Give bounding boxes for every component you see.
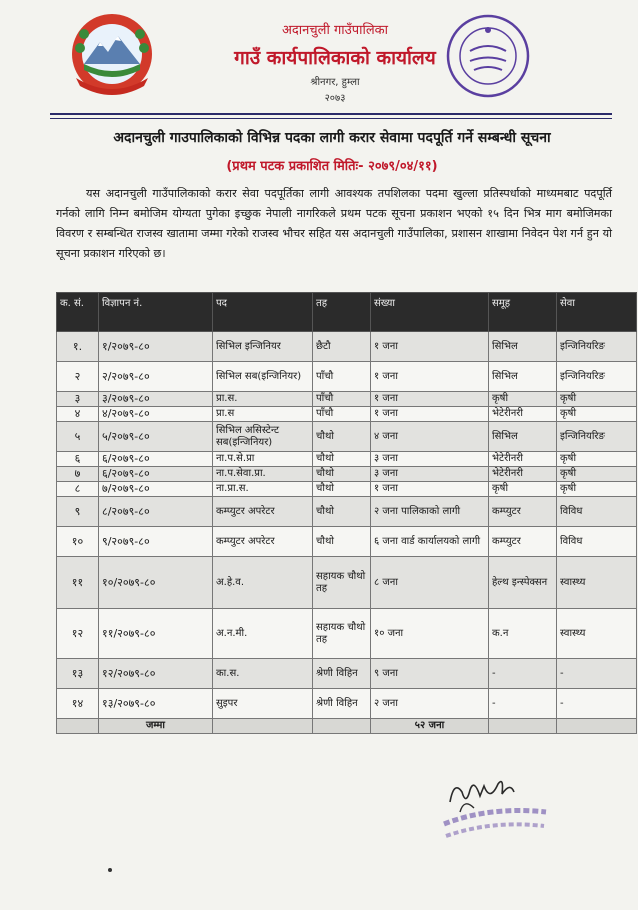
speck (108, 868, 112, 872)
office-year: २०७३ (324, 93, 346, 104)
cell-count: १ जना (371, 332, 489, 362)
table-row (57, 659, 637, 689)
cell-sn: १० (57, 527, 99, 557)
cell-group: - (489, 689, 557, 719)
cell-ad: ४/२०७९-८० (99, 407, 213, 422)
cell-level: श्रेणी विहिन (313, 659, 371, 689)
cell-sn: १४ (57, 689, 99, 719)
col-header-sn: क. सं. (57, 293, 99, 332)
cell-post: प्रा.स (213, 407, 313, 422)
col-header-ad-no: विज्ञापन नं. (99, 293, 213, 332)
cell-sn: ७ (57, 467, 99, 482)
cell-ad: ७/२०७९-८० (99, 482, 213, 497)
cell-level: पाँचौ (313, 392, 371, 407)
nepal-emblem-icon (62, 8, 162, 100)
cell-ad: ८/२०७९-८० (99, 497, 213, 527)
cell-count: ६ जना वार्ड कार्यालयको लागी (371, 527, 489, 557)
cell-sn: ३ (57, 392, 99, 407)
cell-service: स्वास्थ्य (557, 557, 637, 609)
cell-level: चौथो (313, 422, 371, 452)
table-row (57, 482, 637, 497)
cell-post: सिभिल सब(इन्जिनियर) (213, 362, 313, 392)
cell-level: चौथो (313, 467, 371, 482)
table-row (57, 609, 637, 659)
table-header-row (57, 293, 637, 332)
cell-sn: ६ (57, 452, 99, 467)
cell-count: २ जना (371, 689, 489, 719)
cell-level: छैटौ (313, 332, 371, 362)
cell-sn: ८ (57, 482, 99, 497)
office-title: गाउँ कार्यपालिकाको कार्यालय (234, 47, 436, 69)
cell-count: २ जना पालिकाको लागी (371, 497, 489, 527)
cell-level: सहायक चौथो तह (313, 609, 371, 659)
table-row (57, 557, 637, 609)
total-count: ५२ जना (371, 719, 489, 734)
cell-group: हेल्थ इन्स्पेक्सन (489, 557, 557, 609)
cell-service: इन्जिनियरिङ (557, 332, 637, 362)
notice-heading: अदानचुली गाउपालिकाको विभिन्न पदका लागी करार सेवामा पदपूर्ति गर्ने सम्बन्धी सूचना (113, 130, 551, 146)
cell-ad: २/२०७९-८० (99, 362, 213, 392)
total-blank (213, 719, 313, 734)
cell-level: सहायक चौथो तह (313, 557, 371, 609)
table-row (57, 452, 637, 467)
col-header-post: पद (213, 293, 313, 332)
cell-post: ना.प.सेवा.प्रा. (213, 467, 313, 482)
cell-sn: २ (57, 362, 99, 392)
cell-ad: ९/२०७९-८० (99, 527, 213, 557)
cell-count: १ जना (371, 407, 489, 422)
cell-service: इन्जिनियरिङ (557, 362, 637, 392)
table-row (57, 527, 637, 557)
publish-date: (प्रथम पटक प्रकाशित मितिः- २०७९/०४/११) (226, 159, 438, 174)
cell-count: ४ जना (371, 422, 489, 452)
cell-sn: १३ (57, 659, 99, 689)
cell-service: - (557, 659, 637, 689)
cell-sn: ९ (57, 497, 99, 527)
cell-post: कम्प्युटर अपरेटर (213, 527, 313, 557)
header-rule-thin (50, 118, 612, 119)
cell-post: सुइपर (213, 689, 313, 719)
total-label: जम्मा (99, 719, 213, 734)
cell-count: १० जना (371, 609, 489, 659)
cell-ad: ५/२०७९-८० (99, 422, 213, 452)
cell-post: का.स. (213, 659, 313, 689)
cell-post: अ.न.मी. (213, 609, 313, 659)
cell-count: ३ जना (371, 452, 489, 467)
cell-service: - (557, 689, 637, 719)
cell-group: भेटेरीनरी (489, 452, 557, 467)
cell-group: भेटेरीनरी (489, 407, 557, 422)
cell-count: १ जना (371, 482, 489, 497)
cell-service: इन्जिनियरिङ (557, 422, 637, 452)
cell-service: कृषी (557, 482, 637, 497)
cell-sn: ४ (57, 407, 99, 422)
table-row (57, 467, 637, 482)
cell-sn: ११ (57, 557, 99, 609)
cell-level: पाँचौ (313, 362, 371, 392)
cell-level: चौथो (313, 527, 371, 557)
cell-group: कृषी (489, 482, 557, 497)
col-header-group: समूह (489, 293, 557, 332)
table-row (57, 362, 637, 392)
cell-group: सिभिल (489, 332, 557, 362)
cell-service: कृषी (557, 392, 637, 407)
cell-post: सिभिल असिस्टेन्ट सब(इन्जिनियर) (213, 422, 313, 452)
table-row (57, 497, 637, 527)
notice-body: यस अदानचुली गाउँपालिकाको करार सेवा पदपूर्तिका लागी आवश्यक तपशिलका पदमा खुल्ला प्रतिस्पर्धाको माध्यमबाट पदपूर्ति गर्नको लागि निम्न बमोजिम योग्यता पुगेका इच्छुक नेपाली नागरिकले प्रथम पटक सूचना प्रकाशन भएको १५ दिन भित्र माग बमोजिमका विवरण र सम्बन्धित राजस्व खातामा जम्मा गरेको राजस्व भौचर सहित यस अदानचुली गाउँपालिका, प्रशासन शाखामा निवेदन पेश गर्न हुन यो सूचना प्रकाशन गरिएको छ। (56, 187, 613, 260)
cell-group: कम्प्युटर (489, 527, 557, 557)
cell-ad: ११/२०७९-८० (99, 609, 213, 659)
cell-group: सिभिल (489, 422, 557, 452)
cell-level: चौथो (313, 482, 371, 497)
cell-post: ना.प्रा.स. (213, 482, 313, 497)
header-rule (50, 113, 612, 115)
vacancy-table (56, 292, 637, 734)
approval-stamp-icon (440, 798, 550, 840)
cell-sn: ५ (57, 422, 99, 452)
total-blank (557, 719, 637, 734)
cell-ad: १/२०७९-८० (99, 332, 213, 362)
cell-level: पाँचौ (313, 407, 371, 422)
cell-group: क.न (489, 609, 557, 659)
cell-ad: ६/२०७९-८० (99, 467, 213, 482)
col-header-level: तह (313, 293, 371, 332)
table-row (57, 689, 637, 719)
cell-group: सिभिल (489, 362, 557, 392)
cell-count: ९ जना (371, 659, 489, 689)
cell-service: कृषी (557, 452, 637, 467)
office-name: अदानचुली गाउँपालिका (281, 23, 389, 38)
cell-count: १ जना (371, 362, 489, 392)
cell-ad: १०/२०७९-८० (99, 557, 213, 609)
cell-post: अ.हे.व. (213, 557, 313, 609)
col-header-count: संख्या (371, 293, 489, 332)
cell-count: १ जना (371, 392, 489, 407)
cell-service: स्वास्थ्य (557, 609, 637, 659)
office-address: श्रीनगर, हुम्ला (310, 77, 360, 88)
cell-ad: ३/२०७९-८० (99, 392, 213, 407)
cell-level: श्रेणी विहिन (313, 689, 371, 719)
cell-sn: १. (57, 332, 99, 362)
cell-post: सिभिल इन्जिनियर (213, 332, 313, 362)
table-row (57, 407, 637, 422)
cell-level: चौथो (313, 452, 371, 467)
cell-count: ३ जना (371, 467, 489, 482)
cell-service: विविध (557, 527, 637, 557)
cell-service: कृषी (557, 407, 637, 422)
cell-service: विविध (557, 497, 637, 527)
total-blank (57, 719, 99, 734)
cell-count: ८ जना (371, 557, 489, 609)
total-row (57, 719, 637, 734)
table-row (57, 392, 637, 407)
cell-ad: १३/२०७९-८० (99, 689, 213, 719)
cell-group: भेटेरीनरी (489, 467, 557, 482)
cell-ad: ६/२०७९-८० (99, 452, 213, 467)
cell-post: ना.प.से.प्रा (213, 452, 313, 467)
table-row (57, 422, 637, 452)
cell-sn: १२ (57, 609, 99, 659)
col-header-service: सेवा (557, 293, 637, 332)
cell-post: कम्प्युटर अपरेटर (213, 497, 313, 527)
office-seal-icon (440, 6, 535, 104)
cell-group: - (489, 659, 557, 689)
cell-post: प्रा.स. (213, 392, 313, 407)
cell-group: कृषी (489, 392, 557, 407)
total-blank (489, 719, 557, 734)
total-blank (313, 719, 371, 734)
cell-level: चौथो (313, 497, 371, 527)
table-row (57, 332, 637, 362)
cell-group: कम्प्युटर (489, 497, 557, 527)
cell-service: कृषी (557, 467, 637, 482)
cell-ad: १२/२०७९-८० (99, 659, 213, 689)
